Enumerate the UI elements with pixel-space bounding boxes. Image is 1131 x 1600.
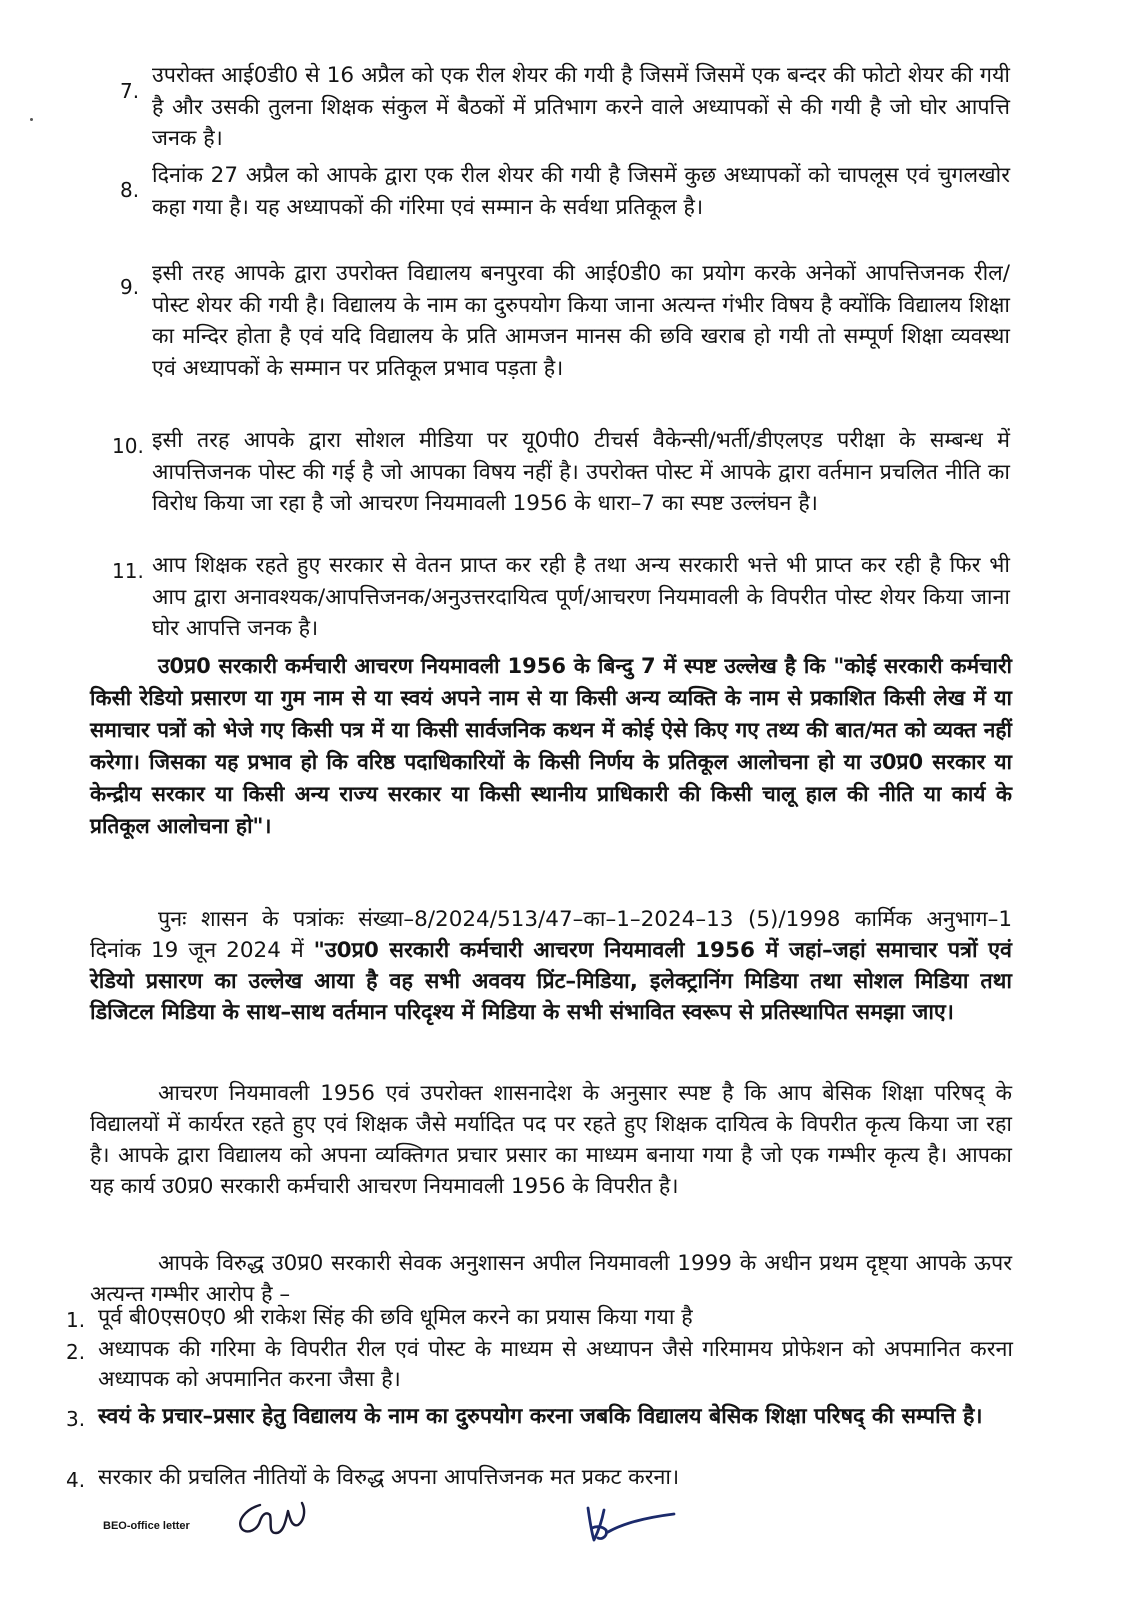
footer-label: BEO-office letter bbox=[103, 1520, 190, 1532]
item-7-number: 7. bbox=[120, 79, 140, 103]
item-8-text: दिनांक 27 अप्रैल को आपके द्वारा एक रील शेयर की गयी है जिसमें कुछ अध्यापकों को चापलूस एवं चुगलखोर कहा गया है। यह अध्यापकों की गंरिमा एवं सम्मान के सर्वथा प्रतिकूल है। bbox=[152, 163, 1010, 220]
item-11-number: 11. bbox=[112, 559, 144, 583]
item-10-number: 10. bbox=[112, 434, 144, 458]
signature-mark-right bbox=[582, 1498, 682, 1553]
charge-3-text: स्वयं के प्रचार–प्रसार हेतु विद्यालय के नाम का दुरुपयोग करना जबकि विद्यालय बेसिक शिक्षा परिषद् की सम्पत्ति है। bbox=[98, 1404, 983, 1429]
item-8-number: 8. bbox=[120, 178, 140, 202]
charge-2-number: 2. bbox=[66, 1340, 86, 1364]
signature-mark-left bbox=[232, 1493, 322, 1543]
conclusion-paragraph: आचरण नियमावली 1956 एवं उपरोक्त शासनादेश के अनुसार स्पष्ट है कि आप बेसिक शिक्षा परिषद् के विद्यालयों में कार्यरत रहते हुए एवं शिक्षक जैसे मर्यादित पद पर रहते हुए शिक्षक दायित्व के विपरीत कृत्य किया जा रहा है। आपके द्वारा विद्यालय को अपना व्यक्तिगत प्रचार प्रसार का माध्यम बनाया गया है जो एक गम्भीर कृत्य है। आपका यह कार्य उ0प्र0 सरकारी कर्मचारी आचरण नियमावली 1956 के विपरीत है। bbox=[90, 1081, 1012, 1199]
charge-4-number: 4. bbox=[66, 1468, 86, 1492]
charge-2-text: अध्यापक की गरिमा के विपरीत रील एवं पोस्ट के माध्यम से अध्यापन जैसे गरिमामय प्रोफेशन को अपमानित करना अध्यापक को अपमानित करना जैसा है। bbox=[98, 1337, 1013, 1392]
charge-4-text: सरकार की प्रचलित नीतियों के विरुद्ध अपना आपत्तिजनक मत प्रकट करना। bbox=[98, 1465, 680, 1490]
rule-paragraph: उ0प्र0 सरकारी कर्मचारी आचरण नियमावली 1956 के बिन्दु 7 में स्पष्ट उल्लेख है कि "कोई सरकारी कर्मचारी किसी रेडियो प्रसारण या गुम नाम से या स्वयं अपने नाम से या किसी अन्य व्यक्ति के नाम से प्रकाशित किसी लेख में या समाचार पत्रों को भेजे गए किसी पत्र में या किसी सार्वजनिक कथन में कोई ऐसे किए गए तथ्य की बात/मत को व्यक्त नहीं करेगा। जिसका यह प्रभाव हो कि वरिष्ठ पदाधिकारियों के किसी निर्णय के प्रतिकूल आलोचना हो या उ0प्र0 सरकार या केन्द्रीय सरकार या किसी अन्य राज्य सरकार या किसी स्थानीय प्राधिकारी की किसी चालू हाल की नीति या कार्य के प्रतिकूल आलोचना हो"। bbox=[90, 654, 1012, 838]
item-9-number: 9. bbox=[120, 275, 140, 299]
gov-order-bold: "उ0प्र0 सरकारी कर्मचारी आचरण नियमावली 1956 में जहां–जहां समाचार पत्रों एवं रेडियो प्रसारण का उल्लेख आया है वह सभी अववय प्रिंट–मिडिया, इलेक्ट्रानिंग मिडिया तथा सोशल मिडिया तथा डिजिटल मिडिया के साथ–साथ वर्तमान परिदृश्य में मिडिया के सभी संभावित स्वरूप से प्रतिस्थापित समझा जाए। bbox=[90, 938, 1012, 1025]
item-10-text: इसी तरह आपके द्वारा सोशल मीडिया पर यू0पी0 टीचर्स वैकेन्सी/भर्ती/डीएलएड परीक्षा के सम्बन्ध में आपत्तिजनक पोस्ट की गई है जो आपका विषय नहीं है। उपरोक्त पोस्ट में आपके द्वारा वर्तमान प्रचलित नीति का विरोध किया जा रहा है जो आचरण नियमावली 1956 के धारा–7 का स्पष्ट उल्लंघन है। bbox=[152, 428, 1010, 516]
gov-order-paragraph bbox=[90, 904, 1012, 1028]
item-7-text: उपरोक्त आई0डी0 से 16 अप्रैल को एक रील शेयर की गयी है जिसमें जिसमें एक बन्दर की फोटो शेयर की गयी है और उसकी तुलना शिक्षक संकुल में बैठकों में प्रतिभाग करने वाले अध्यापकों से की गयी है जो घोर आपत्ति जनक है। bbox=[152, 63, 1010, 151]
item-11-text: आप शिक्षक रहते हुए सरकार से वेतन प्राप्त कर रही है तथा अन्य सरकारी भत्ते भी प्राप्त कर रही है फिर भी आप द्वारा अनावश्यक/आपत्तिजनक/अनुउत्तरदायित्व पूर्ण/आचरण नियमावली के विपरीत पोस्ट शेयर किया जाना घोर आपत्ति जनक है। bbox=[152, 553, 1010, 641]
charges-intro: आपके विरुद्ध उ0प्र0 सरकारी सेवक अनुशासन अपील नियमावली 1999 के अधीन प्रथम दृष्ट्या आपके ऊपर अत्यन्त गम्भीर आरोप है – bbox=[90, 1251, 1012, 1307]
item-9-text: इसी तरह आपके द्वारा उपरोक्त विद्यालय बनपुरवा की आई0डी0 का प्रयोग करके अनेकों आपत्तिजनक रील/पोस्ट शेयर की गयी है। विद्यालय के नाम का दुरुपयोग किया जाना अत्यन्त गंभीर विषय है क्योंकि विद्यालय शिक्षा का मन्दिर होता है एवं यदि विद्यालय के प्रति आमजन मानस की छवि खराब हो गयी तो सम्पूर्ण शिक्षा व्यवस्था एवं अध्यापकों के सम्मान पर प्रतिकूल प्रभाव पड़ता है। bbox=[152, 261, 1010, 381]
charge-1-number: 1. bbox=[66, 1308, 86, 1332]
gov-order-intro: पुनः शासन के पत्रांकः संख्या–8/2024/513/47–का–1–2024–13 (5)/1998 कार्मिक अनुभाग–1 दिनांक 19 जून 2024 में bbox=[90, 907, 1012, 963]
charge-1-text: पूर्व बी0एस0ए0 श्री राकेश सिंह की छवि धूमिल करने का प्रयास किया गया है bbox=[98, 1305, 693, 1330]
scan-speck bbox=[30, 118, 33, 121]
charge-3-number: 3. bbox=[66, 1407, 86, 1431]
